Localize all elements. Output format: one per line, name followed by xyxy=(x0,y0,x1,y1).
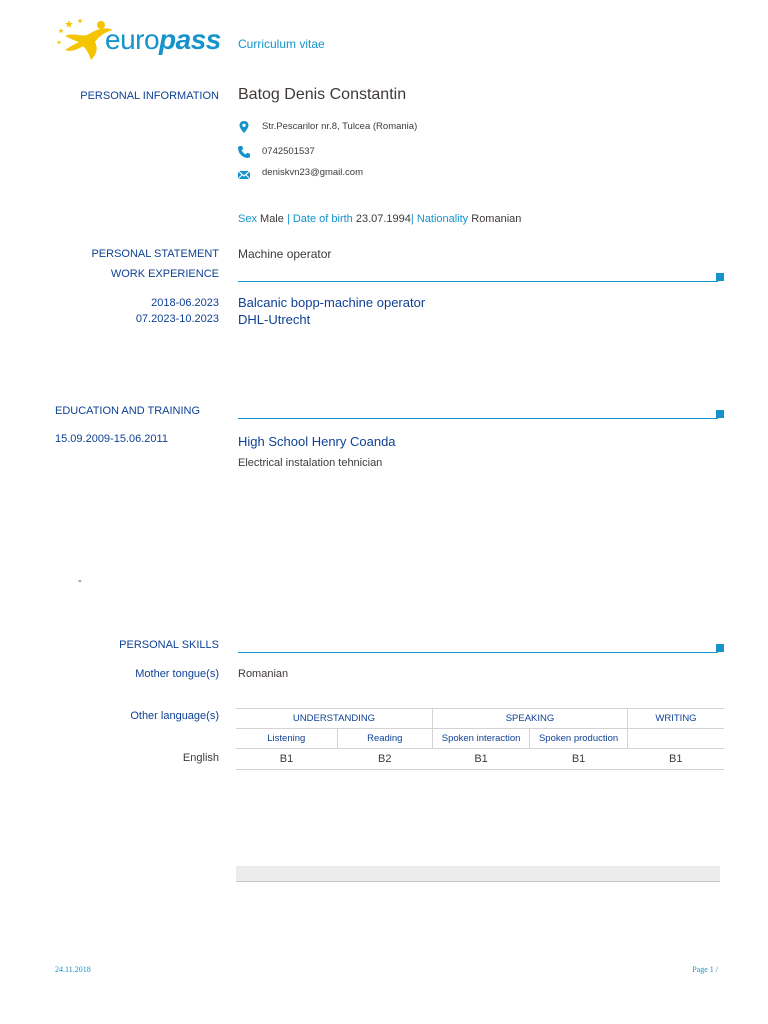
writing-header: WRITING xyxy=(628,709,725,729)
spoken-production-header: Spoken production xyxy=(530,729,628,749)
reading-header: Reading xyxy=(337,729,432,749)
phone-text: 0742501537 xyxy=(262,146,315,157)
dob-value: 23.07.1994 xyxy=(355,213,411,225)
speaking-header: SPEAKING xyxy=(433,709,628,729)
work-section-rule xyxy=(238,281,718,282)
footer-date: 24.11.2018 xyxy=(55,965,91,974)
nationality-label: Nationality xyxy=(416,213,469,225)
empty-gray-bar xyxy=(236,866,720,882)
email-text: deniskvn23@gmail.com xyxy=(262,167,363,178)
footer-page: Page 1 / xyxy=(692,965,718,974)
education-label: EDUCATION AND TRAINING xyxy=(55,405,201,417)
sex-label: Sex xyxy=(238,213,257,225)
personal-statement-value: Machine operator xyxy=(238,247,332,261)
education-school: High School Henry Coanda xyxy=(238,434,396,449)
education-qualification: Electrical instalation tehnician xyxy=(238,457,383,469)
writing-subheader xyxy=(628,729,725,749)
personal-details-line: Sex Male | Date of birth 23.07.1994| Nationality Romanian xyxy=(238,213,522,225)
personal-info-label: PERSONAL INFORMATION xyxy=(80,90,219,102)
language-table xyxy=(236,708,724,770)
work-section-marker xyxy=(716,273,724,281)
logo-text-pass: pass xyxy=(159,24,221,55)
work-title-1: Balcanic bopp-machine operator xyxy=(238,295,426,310)
phone-icon xyxy=(237,145,251,159)
person-name: Batog Denis Constantin xyxy=(238,86,407,103)
spoken-production-value: B1 xyxy=(530,749,628,770)
education-section-rule xyxy=(238,418,718,419)
address-text: Str.Pescarilor nr.8, Tulcea (Romania) xyxy=(262,121,418,132)
doc-title: Curriculum vitae xyxy=(238,37,325,51)
other-languages-label: Other language(s) xyxy=(130,710,219,722)
dob-label: Date of birth xyxy=(292,213,353,225)
work-dates-2: 07.2023-10.2023 xyxy=(135,313,219,325)
location-pin-icon xyxy=(237,120,251,134)
work-experience-label: WORK EXPERIENCE xyxy=(110,268,219,280)
stray-dash: - xyxy=(78,575,82,587)
spoken-interaction-value: B1 xyxy=(433,749,530,770)
spoken-interaction-header: Spoken interaction xyxy=(433,729,530,749)
work-dates-1: 2018-06.2023 xyxy=(151,297,219,309)
education-dates: 15.09.2009-15.06.2011 xyxy=(55,433,168,445)
personal-statement-label: PERSONAL STATEMENT xyxy=(91,248,219,260)
europass-logo xyxy=(55,16,223,64)
skills-section-marker xyxy=(716,644,724,652)
language-name: English xyxy=(182,752,219,764)
listening-header: Listening xyxy=(236,729,337,749)
writing-value: B1 xyxy=(628,749,725,770)
reading-value: B2 xyxy=(337,749,432,770)
work-title-2: DHL-Utrecht xyxy=(238,312,311,327)
sex-value: Male xyxy=(260,213,284,225)
education-section-marker xyxy=(716,410,724,418)
skills-section-rule xyxy=(238,652,718,653)
mother-tongue-label: Mother tongue(s) xyxy=(135,668,219,680)
personal-skills-label: PERSONAL SKILLS xyxy=(119,639,219,651)
logo-text-euro: euro xyxy=(105,24,160,55)
understanding-header: UNDERSTANDING xyxy=(236,709,433,729)
listening-value: B1 xyxy=(236,749,337,770)
nationality-value: Romanian xyxy=(471,213,522,225)
email-envelope-icon xyxy=(237,168,251,182)
mother-tongue-value: Romanian xyxy=(238,668,289,680)
